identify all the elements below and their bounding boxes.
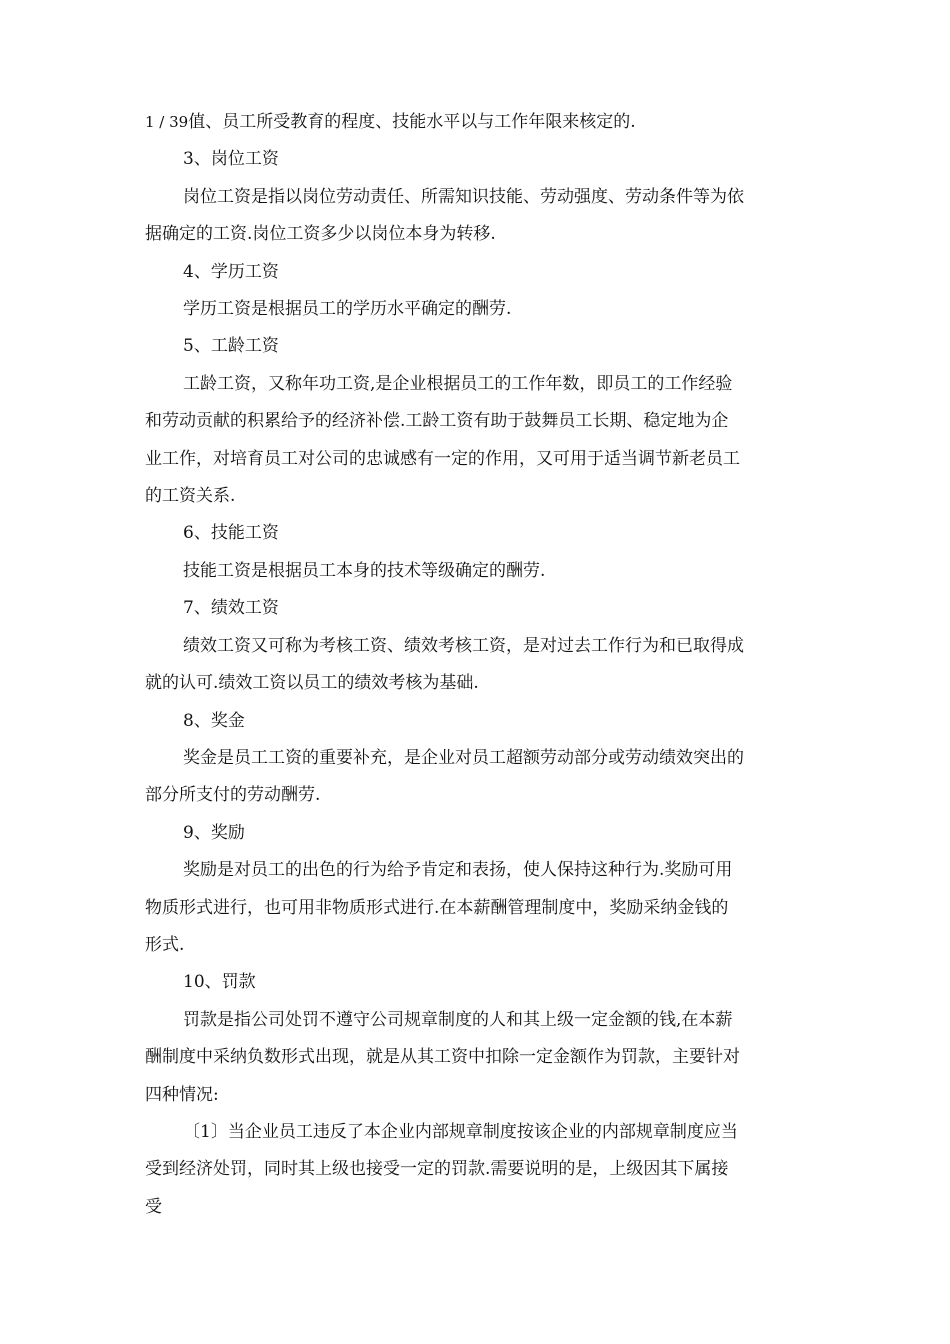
paragraph-line: 技能工资是根据员工本身的技术等级确定的酬劳. (183, 560, 546, 581)
section-heading: 10、罚款 (183, 972, 256, 993)
section-heading: 6、技能工资 (183, 523, 279, 544)
paragraph-line: 四种情况: (145, 1084, 219, 1105)
paragraph-line: 酬制度中采纳负数形式出现，就是从其工资中扣除一定金额作为罚款，主要针对 (145, 1047, 740, 1068)
paragraph-line: 据确定的工资.岗位工资多少以岗位本身为转移. (145, 224, 496, 245)
section-heading: 4、学历工资 (183, 261, 279, 282)
paragraph-line: 和劳动贡献的积累给予的经济补偿.工龄工资有助于鼓舞员工长期、稳定地为企 (145, 411, 729, 432)
section-heading: 7、绩效工资 (183, 598, 279, 619)
section-heading: 8、奖金 (183, 710, 245, 731)
section-heading: 5、工龄工资 (183, 336, 279, 357)
paragraph-line: 罚款是指公司处罚不遵守公司规章制度的人和其上级一定金额的钱,在本薪 (183, 1009, 733, 1030)
paragraph-line: 业工作，对培育员工对公司的忠诚感有一定的作用，又可用于适当调节新老员工 (145, 448, 740, 469)
paragraph-line: 就的认可.绩效工资以员工的绩效考核为基础. (145, 673, 479, 694)
paragraph-line: 的工资关系. (145, 486, 236, 507)
text-line-first (145, 104, 817, 141)
paragraph-line: 受 (145, 1196, 162, 1217)
paragraph-line: 奖金是员工工资的重要补充，是企业对员工超额劳动部分或劳动绩效突出的 (183, 747, 744, 768)
page-indicator: 1 / 39 (145, 113, 189, 131)
paragraph-line: 受到经济处罚，同时其上级也接受一定的罚款.需要说明的是，上级因其下属接 (145, 1159, 729, 1180)
paragraph-line: 工龄工资，又称年功工资,是企业根据员工的工作年数，即员工的工作经验 (183, 373, 733, 394)
section-heading: 3、岗位工资 (183, 149, 279, 170)
paragraph-line: 岗位工资是指以岗位劳动责任、所需知识技能、劳动强度、劳动条件等为依 (183, 186, 744, 207)
paragraph-line: 物质形式进行，也可用非物质形式进行.在本薪酬管理制度中，奖励采纳金钱的 (145, 897, 729, 918)
first-line-text: 值、员工所受教育的程度、技能水平以与工作年限来核定的. (188, 112, 636, 132)
paragraph-line: 学历工资是根据员工的学历水平确定的酬劳. (183, 299, 512, 320)
paragraph-line: 形式. (145, 934, 185, 955)
document-body (145, 104, 817, 1226)
paragraph-line: 部分所支付的劳动酬劳. (145, 785, 321, 806)
paragraph-line: 〔1〕当企业员工违反了本企业内部规章制度按该企业的内部规章制度应当 (183, 1121, 738, 1142)
paragraph-line: 绩效工资又可称为考核工资、绩效考核工资，是对过去工作行为和已取得成 (183, 635, 744, 656)
section-heading: 9、奖励 (183, 822, 245, 843)
paragraph-line: 奖励是对员工的出色的行为给予肯定和表扬，使人保持这种行为.奖励可用 (183, 860, 733, 881)
